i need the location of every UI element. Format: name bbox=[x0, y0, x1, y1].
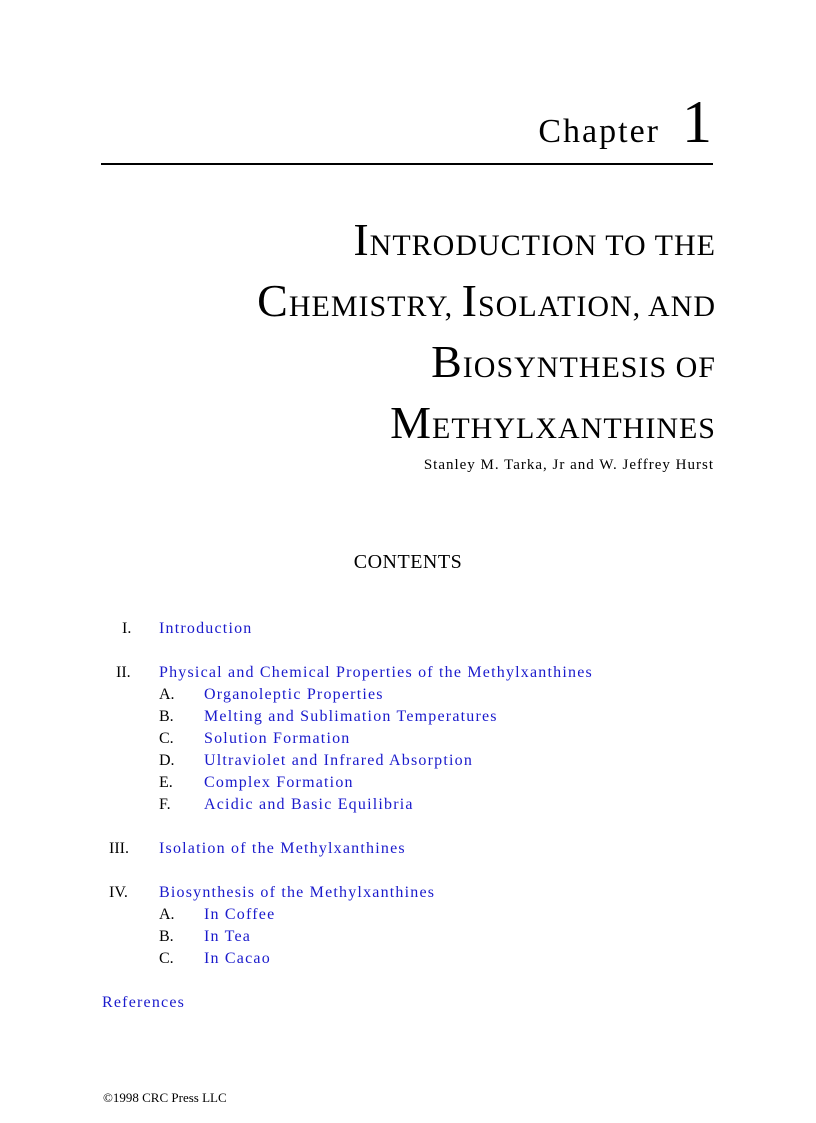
toc-number: IV. bbox=[109, 884, 128, 901]
title-line-3: BIOSYNTHESIS OF bbox=[431, 336, 716, 387]
chapter-number: 1 bbox=[682, 89, 712, 155]
toc-link-in-coffee[interactable]: In Coffee bbox=[204, 906, 276, 923]
toc-link-acidic-basic-equilibria[interactable]: Acidic and Basic Equilibria bbox=[204, 796, 414, 813]
title-line-2: CHEMISTRY, ISOLATION, AND bbox=[257, 275, 716, 326]
toc-sub-letter: A. bbox=[159, 686, 175, 703]
authors: Stanley M. Tarka, Jr and W. Jeffrey Hurst bbox=[423, 457, 714, 473]
title-line-1: INTRODUCTION TO THE bbox=[353, 214, 716, 265]
toc-link-in-cacao[interactable]: In Cacao bbox=[204, 950, 271, 967]
toc-link-biosynthesis[interactable]: Biosynthesis of the Methylxanthines bbox=[159, 884, 436, 901]
toc-link-references[interactable]: References bbox=[102, 994, 186, 1011]
toc-number: I. bbox=[122, 620, 132, 637]
toc-link-physical-chemical-properties[interactable]: Physical and Chemical Properties of the Methylxanthines bbox=[159, 664, 593, 681]
chapter-heading bbox=[0, 88, 712, 157]
toc-sub-letter: E. bbox=[159, 774, 173, 791]
toc-number: III. bbox=[109, 840, 129, 857]
toc-link-organoleptic[interactable]: Organoleptic Properties bbox=[204, 686, 384, 703]
toc-sub-letter: F. bbox=[159, 796, 171, 813]
toc-sub-letter: C. bbox=[159, 950, 174, 967]
toc-link-in-tea[interactable]: In Tea bbox=[204, 928, 252, 945]
toc-link-melting-sublimation[interactable]: Melting and Sublimation Temperatures bbox=[204, 708, 498, 725]
toc-link-introduction[interactable]: Introduction bbox=[159, 620, 253, 637]
toc-sub-letter: D. bbox=[159, 752, 175, 769]
toc-link-complex-formation[interactable]: Complex Formation bbox=[204, 774, 354, 791]
contents-heading: CONTENTS bbox=[353, 551, 463, 573]
toc-link-solution-formation[interactable]: Solution Formation bbox=[204, 730, 351, 747]
chapter-title bbox=[0, 212, 716, 456]
chapter-word: Chapter bbox=[538, 113, 660, 150]
toc-number: II. bbox=[116, 664, 131, 681]
toc-link-isolation[interactable]: Isolation of the Methylxanthines bbox=[159, 840, 406, 857]
toc-sub-letter: A. bbox=[159, 906, 175, 923]
toc-sub-letter: B. bbox=[159, 928, 174, 945]
toc-link-uv-ir-absorption[interactable]: Ultraviolet and Infrared Absorption bbox=[204, 752, 474, 769]
toc-sub-letter: B. bbox=[159, 708, 174, 725]
toc-sub-letter: C. bbox=[159, 730, 174, 747]
chapter-rule bbox=[101, 163, 713, 165]
copyright-footer: ©1998 CRC Press LLC bbox=[103, 1090, 227, 1105]
title-line-4: METHYLXANTHINES bbox=[390, 397, 716, 448]
